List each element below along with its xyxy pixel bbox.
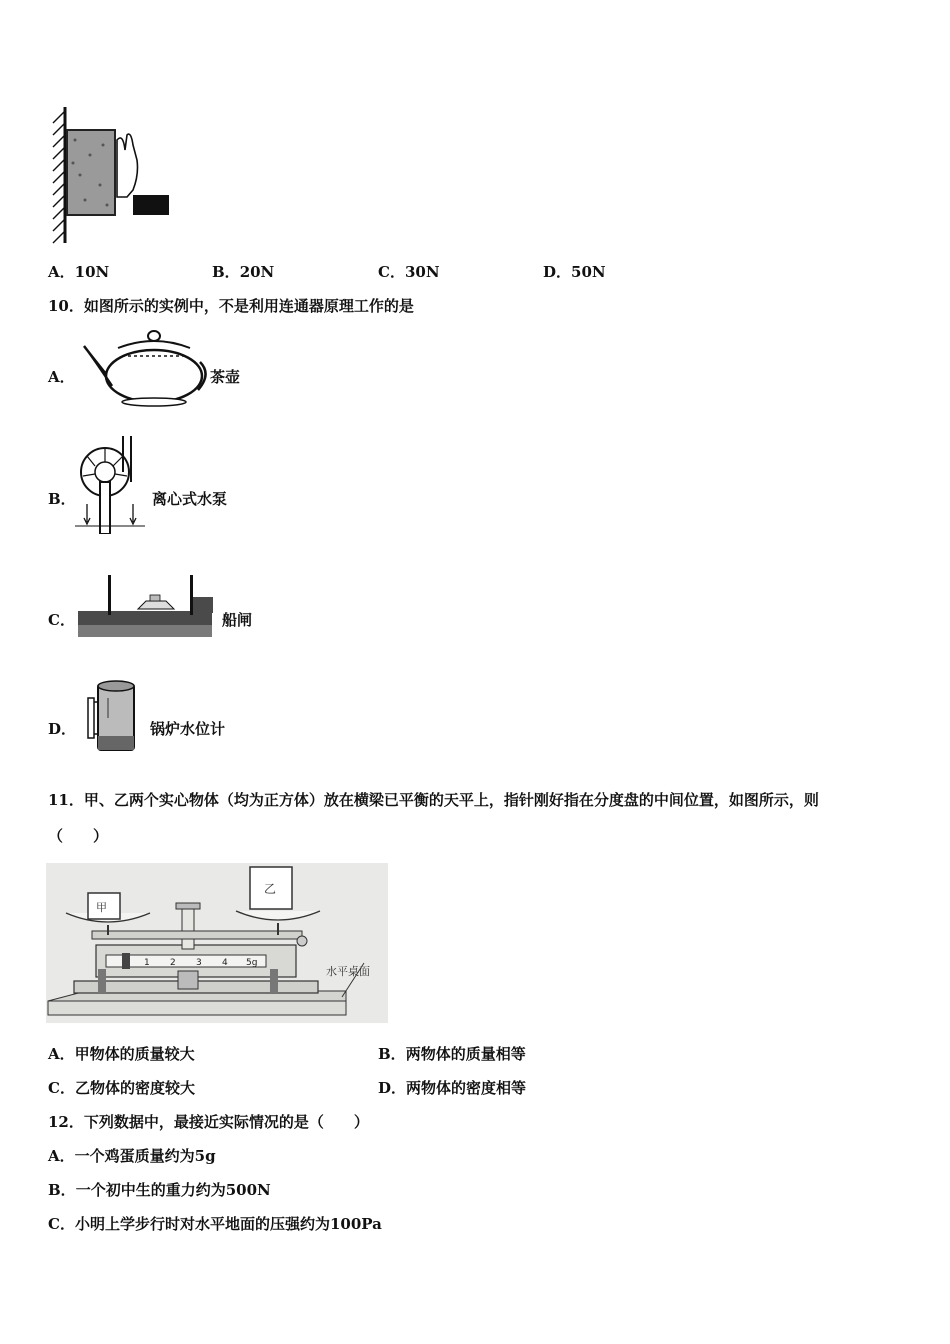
ship-lock-figure — [78, 573, 218, 639]
q11-option-a: A．甲物体的质量较大 — [48, 1045, 195, 1063]
q11-option-c: C．乙物体的密度较大 — [48, 1079, 195, 1097]
q9-option-a: A．10N — [48, 263, 110, 281]
q10-stem: 10．如图所示的实例中，不是利用连通器原理工作的是 — [48, 297, 414, 315]
left-block-label: 甲 — [96, 901, 107, 914]
scale-tick: 2 — [170, 958, 176, 968]
scale-tick: 1 — [144, 958, 150, 968]
q11-option-d: D．两物体的密度相等 — [378, 1079, 527, 1097]
q10-option-d-letter: D． — [48, 720, 77, 738]
q10-option-c-caption: 船闸 — [222, 611, 253, 629]
q12-option-a: A．一个鸡蛋质量约为5g — [48, 1147, 216, 1165]
boiler-gauge-figure — [84, 678, 142, 754]
q9-option-d: D．50N — [543, 263, 606, 281]
pump-figure — [75, 434, 145, 534]
teapot-figure — [82, 326, 207, 408]
scale-tick: 4 — [222, 958, 228, 968]
q10-option-a-letter: A． — [48, 368, 75, 386]
q10-option-b-letter: B． — [48, 490, 76, 508]
q10-option-c-letter: C． — [48, 611, 75, 629]
q9-option-c: C．30N — [378, 263, 440, 281]
wall-block-hand-figure — [45, 105, 175, 245]
scale-tick: 5g — [246, 958, 258, 968]
q10-option-b-caption: 离心式水泵 — [152, 490, 228, 508]
right-block-label: 乙 — [264, 882, 277, 896]
q10-option-d-caption: 锅炉水位计 — [150, 720, 226, 738]
q11-option-b: B．两物体的质量相等 — [378, 1045, 526, 1063]
q11-stem-line2: （ ） — [48, 827, 109, 845]
q11-stem-line1: 11．甲、乙两个实心物体（均为正方体）放在横梁已平衡的天平上，指针刚好指在分度盘的中间位置，如图所示，则 — [48, 791, 819, 809]
table-label: 水平桌面 — [326, 965, 370, 978]
q12-option-c: C．小明上学步行时对水平地面的压强约为100Pa — [48, 1215, 382, 1233]
q9-option-b: B．20N — [212, 263, 275, 281]
q12-option-b: B．一个初中生的重力约为500N — [48, 1181, 271, 1199]
q10-option-a-caption: 茶壶 — [210, 368, 241, 386]
balance-figure — [46, 863, 388, 1023]
scale-tick: 3 — [196, 958, 202, 968]
q12-stem: 12．下列数据中，最接近实际情况的是（ ） — [48, 1113, 369, 1131]
